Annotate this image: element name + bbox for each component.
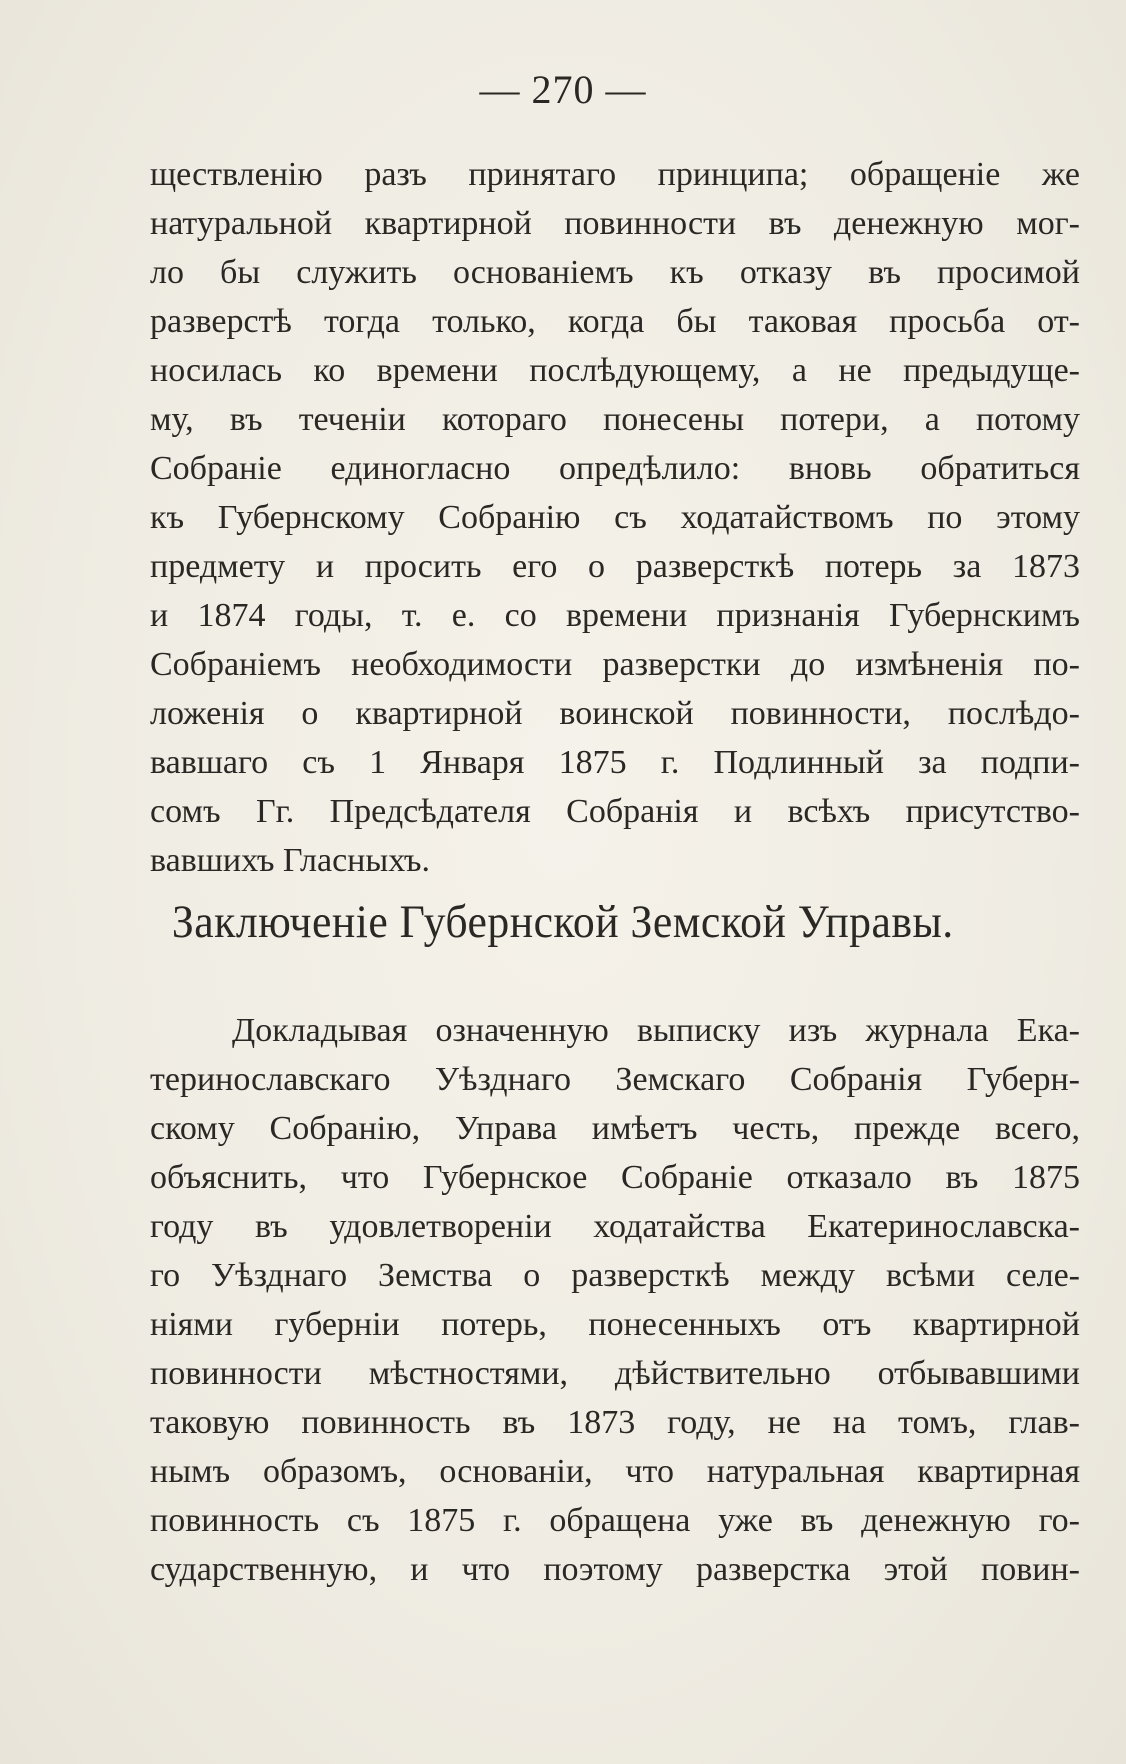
text-line: къ Губернскому Собранію съ ходатайствомъ по этому bbox=[150, 499, 1080, 536]
text-line: го Уѣзднаго Земства о разверсткѣ между всѣми селе- bbox=[150, 1257, 1080, 1294]
text-line: сударственную, и что поэтому разверстка этой повин- bbox=[150, 1551, 1080, 1588]
text-line: таковую повинность въ 1873 году, не на томъ, глав- bbox=[150, 1404, 1080, 1441]
text-line: Собраніе единогласно опредѣлило: вновь обратиться bbox=[150, 450, 1080, 487]
text-line: повинности мѣстностями, дѣйствительно отбывавшими bbox=[150, 1355, 1080, 1392]
text-line: натуральной квартирной повинности въ денежную мог- bbox=[150, 205, 1080, 242]
text-line: скому Собранію, Управа имѣетъ честь, прежде всего, bbox=[150, 1110, 1080, 1147]
text-line: вавшихъ Гласныхъ. bbox=[150, 842, 430, 879]
text-line: Собраніемъ необходимости разверстки до измѣненія по- bbox=[150, 646, 1080, 683]
text-line: сомъ Гг. Предсѣдателя Собранія и всѣхъ присутство- bbox=[150, 793, 1080, 830]
page-number: — 270 — bbox=[479, 67, 647, 112]
section-heading: Заключеніе Губернской Земской Управы. bbox=[171, 896, 954, 948]
text-line: теринославскаго Уѣзднаго Земскаго Собранія Губерн- bbox=[150, 1061, 1080, 1098]
text-line: году въ удовлетвореніи ходатайства Екатеринославска- bbox=[150, 1208, 1080, 1245]
text-line: ло бы служить основаніемъ къ отказу въ просимой bbox=[150, 254, 1080, 291]
text-line: му, въ теченіи котораго понесены потери, а потому bbox=[150, 401, 1080, 438]
text-line: нымъ образомъ, основаніи, что натуральная квартирная bbox=[150, 1453, 1080, 1490]
text-line: ложенія о квартирной воинской повинности, послѣдо- bbox=[150, 695, 1080, 732]
text-line: ніями губерніи потерь, понесенныхъ отъ квартирной bbox=[150, 1306, 1080, 1343]
text-line: разверстѣ тогда только, когда бы таковая просьба от- bbox=[150, 303, 1080, 340]
text-line: объяснить, что Губернское Собраніе отказало въ 1875 bbox=[150, 1159, 1080, 1196]
text-line: Докладывая означенную выписку изъ журнала Ека- bbox=[232, 1012, 1080, 1049]
text-line: носилась ко времени послѣдующему, а не предыдуще- bbox=[150, 352, 1080, 389]
paragraph-continued bbox=[150, 150, 1080, 885]
text-line: повинность съ 1875 г. обращена уже въ денежную го- bbox=[150, 1502, 1080, 1539]
text-line: предмету и просить его о разверсткѣ потерь за 1873 bbox=[150, 548, 1080, 585]
paragraph bbox=[150, 1006, 1080, 1594]
text-line: ществленію разъ принятаго принципа; обращеніе же bbox=[150, 156, 1080, 193]
text-line: и 1874 годы, т. е. со времени признанія Губернскимъ bbox=[150, 597, 1080, 634]
text-line: вавшаго съ 1 Января 1875 г. Подлинный за подпи- bbox=[150, 744, 1080, 781]
